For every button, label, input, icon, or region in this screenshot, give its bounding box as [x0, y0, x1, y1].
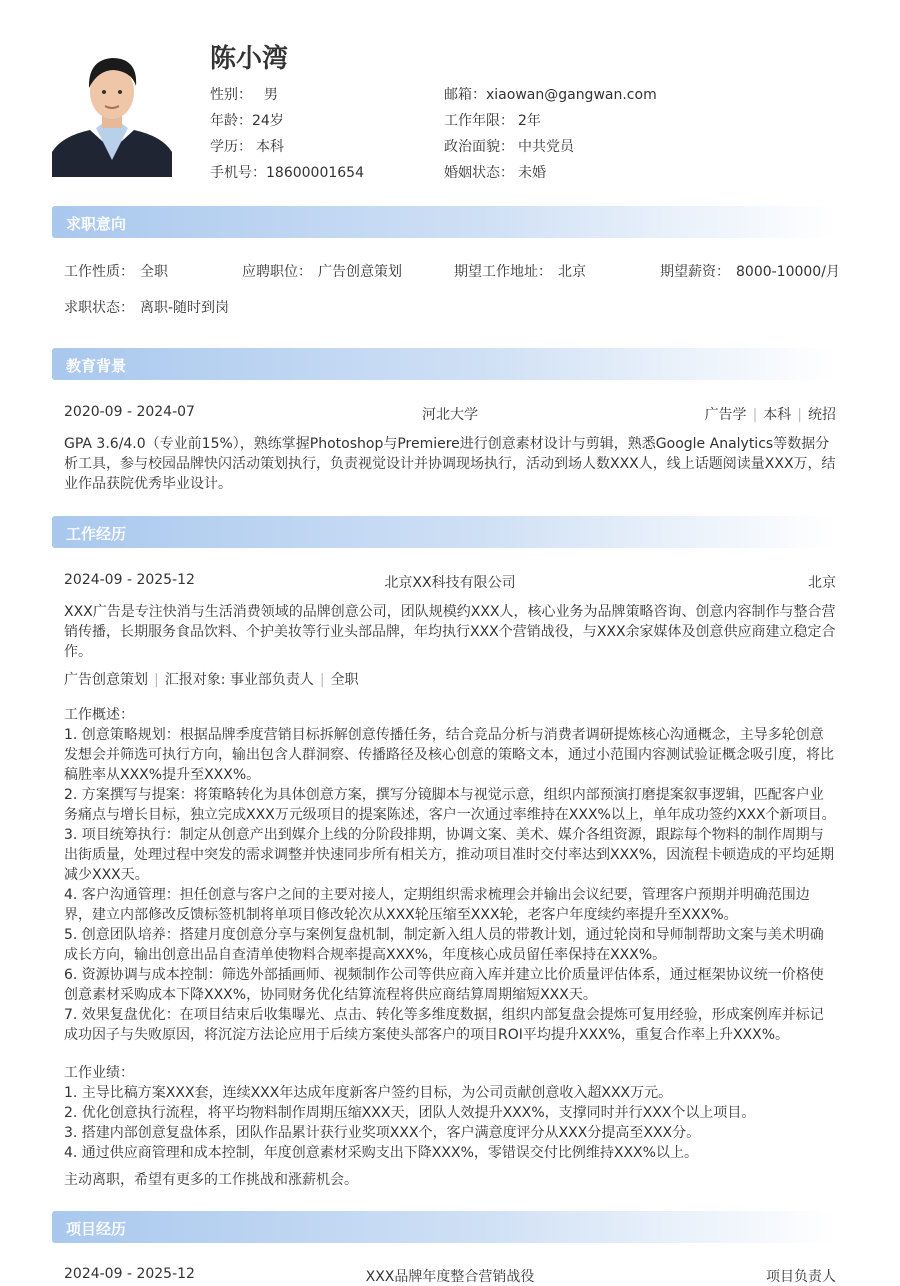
intent-status: 求职状态： 离职-随时到岗 — [64, 300, 230, 316]
info-education: 学历： 本科 — [210, 139, 284, 155]
avatar-photo — [52, 40, 172, 177]
section-title: 项目经历 — [66, 1220, 127, 1238]
intent-job-type: 工作性质： 全职 — [64, 264, 168, 280]
company-intro: XXX广告是专注快消与生活消费领域的品牌创意公司，团队规模约XXX人，核心业务为品牌策略咨询、创意内容制作与整合营销传播，长期服务食品饮料、个护美妆等行业头部品牌，年均执行XXX个营销战役，与XXX余家媒体及创意供应商建立稳定合作。 — [64, 604, 836, 660]
achievements-title: 工作业绩： — [64, 1065, 134, 1081]
overview-title: 工作概述： — [64, 707, 134, 723]
achievement-item: 2. 优化创意执行流程，将平均物料制作周期压缩XXX天，团队人效提升XXX%，支撑同时并行XXX个以上项目。 — [64, 1105, 756, 1121]
education-school: 河北大学 — [422, 407, 478, 423]
intent-position: 应聘职位： 广告创意策划 — [242, 264, 402, 280]
section-header-intent — [52, 206, 836, 238]
overview-item: 5. 创意团队培养：搭建月度创意分享与案例复盘机制，制定新入组人员的带教计划，通过轮岗和导师制帮助文案与美术明确成长方向，输出创意出品自查清单使物料合规率提高XXX%，年度核心成员留任率保持在XXX%。 — [64, 927, 824, 963]
info-marital: 婚姻状态： 未婚 — [444, 165, 546, 181]
education-description: GPA 3.6/4.0（专业前15%），熟练掌握Photoshop与Premiere进行创意素材设计与剪辑，熟悉Google Analytics等数据分析工具，参与校园品牌快闪活动策划执行，负责视觉设计并协调现场执行，活动到场人数XXX人，线上话题阅读量XXX万，结业作品获院优秀毕业设计。 — [64, 436, 836, 492]
section-title: 教育背景 — [66, 357, 127, 375]
avatar — [52, 40, 172, 177]
overview-item: 3. 项目统筹执行：制定从创意产出到媒介上线的分阶段排期，协调文案、美术、媒介各组资源，跟踪每个物料的制作周期与出街质量，处理过程中突发的需求调整并快速同步所有相关方，推动项目准时交付率达到XXX%，因流程卡顿造成的平均延期减少XXX天。 — [64, 827, 835, 883]
section-header-project — [52, 1211, 836, 1243]
education-row — [64, 404, 836, 424]
achievement-item: 3. 搭建内部创意复盘体系，团队作品累计获行业奖项XXX个，客户满意度评分从XXX分提高至XXX分。 — [64, 1125, 701, 1141]
project-period: 2024-09 - 2025-12 — [64, 1266, 195, 1282]
work-tags: 广告创意策划 | 汇报对象: 事业部负责人 | 全职 — [64, 672, 359, 688]
work-achievements — [64, 1063, 836, 1163]
section-header-work — [52, 516, 836, 548]
education-period: 2020-09 - 2024-07 — [64, 404, 195, 420]
overview-item: 1. 创意策略规划：根据品牌季度营销目标拆解创意传播任务，结合竞品分析与消费者调研提炼核心沟通概念，主导多轮创意发想会并筛选可执行方向，输出包含人群洞察、传播路径及核心创意的策略文本，通过小范围内容测试验证概念吸引度，将比稿胜率从XXX%提升至XXX%。 — [64, 727, 834, 783]
education-tags: 广告学 | 本科 | 统招 — [704, 407, 836, 423]
intent-location: 期望工作地址： 北京 — [454, 264, 586, 280]
work-company: 北京XX科技有限公司 — [384, 575, 516, 591]
project-row — [64, 1266, 836, 1286]
overview-item: 4. 客户沟通管理：担任创意与客户之间的主要对接人，定期组织需求梳理会并输出会议纪要，管理客户预期并明确范围边界，建立内部修改反馈标签机制将单项目修改轮次从XXX轮压缩至XXX轮，老客户年度续约率提升至XXX%。 — [64, 887, 810, 923]
section-header-education — [52, 348, 836, 380]
info-work-years: 工作年限： 2年 — [444, 113, 541, 129]
info-phone: 手机号：18600001654 — [210, 165, 364, 181]
achievement-item: 1. 主导比稿方案XXX套，连续XXX年达成年度新客户签约目标，为公司贡献创意收入超XXX万元。 — [64, 1085, 673, 1101]
candidate-name: 陈小湾 — [210, 44, 289, 74]
overview-item: 7. 效果复盘优化：在项目结束后收集曝光、点击、转化等多维度数据，组织内部复盘会提炼可复用经验，形成案例库并标记成功因子与失败原因，将沉淀方法论应用于后续方案使头部客户的项目ROI平均提升XXX%，重复合作率上升XXX%。 — [64, 1007, 824, 1043]
project-name: XXX品牌年度整合营销战役 — [365, 1269, 535, 1285]
work-row — [64, 572, 836, 592]
work-overview — [64, 705, 836, 1045]
project-role: 项目负责人 — [766, 1269, 836, 1285]
section-title: 求职意向 — [66, 215, 127, 233]
overview-item: 2. 方案撰写与提案：将策略转化为具体创意方案，撰写分镜脚本与视觉示意，组织内部预演打磨提案叙事逻辑，匹配客户业务痛点与增长目标，独立完成XXX万元级项目的提案陈述，客户一次通过率维持在XXX%以上，单年成功签约XXX个新项目。 — [64, 787, 836, 823]
section-title: 工作经历 — [66, 525, 127, 543]
work-period: 2024-09 - 2025-12 — [64, 572, 195, 588]
work-city: 北京 — [808, 575, 836, 591]
leave-reason: 主动离职，希望有更多的工作挑战和涨薪机会。 — [64, 1172, 358, 1188]
info-gender: 性别： 男 — [210, 87, 278, 103]
info-email: 邮箱：xiaowan@gangwan.com — [444, 87, 657, 103]
achievement-item: 4. 通过供应商管理和成本控制，年度创意素材采购支出下降XXX%，零错误交付比例维持XXX%以上。 — [64, 1145, 698, 1161]
intent-salary: 期望薪资： 8000-10000/月 — [660, 264, 840, 280]
info-political: 政治面貌： 中共党员 — [444, 139, 574, 155]
overview-item: 6. 资源协调与成本控制：筛选外部插画师、视频制作公司等供应商入库并建立比价质量评估体系，通过框架协议统一价格使创意素材采购成本下降XXX%，协同财务优化结算流程将供应商结算周期缩短XXX天。 — [64, 967, 824, 1003]
info-age: 年龄：24岁 — [210, 113, 284, 129]
